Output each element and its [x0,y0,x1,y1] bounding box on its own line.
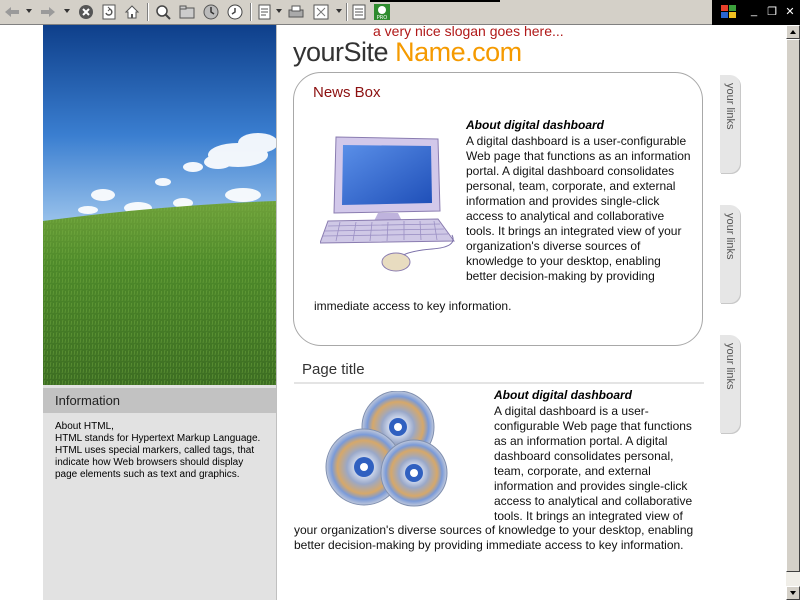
window-controls [712,0,800,25]
site-logo[interactable] [293,37,522,68]
news-article-text-tail: immediate access to key information. [314,299,512,313]
forward-dropdown-icon[interactable] [64,9,70,13]
folder-icon[interactable] [178,3,196,21]
cd-disc [381,440,447,506]
page-article-text-tail: your organization's diverse sources of knowledge to your desktop, enabling better decision-making by providing immediate access to key information. [294,523,694,552]
search-icon[interactable] [154,3,172,21]
scroll-up-button[interactable] [786,25,800,39]
svg-text:PRO: PRO [376,15,388,21]
home-icon[interactable] [124,3,140,21]
edit-icon[interactable] [257,3,273,21]
side-tab-label: your links [724,343,736,390]
logo-part-2: Name.com [388,37,522,67]
edit-dropdown-icon[interactable] [276,9,282,13]
toolbar-separator [147,3,149,21]
logo-part-1: yourSite [293,37,389,67]
info-body [55,421,267,481]
back-icon[interactable] [4,3,20,21]
arrow-down-icon [790,591,796,595]
info-bar [43,388,276,413]
news-box-title: News Box [313,84,381,101]
page-icon[interactable] [351,3,367,21]
print-icon[interactable] [288,3,304,21]
view-icon[interactable] [313,3,329,21]
page-title: Page title [302,361,365,378]
news-article-heading: About digital dashboard [466,118,604,132]
toolbar-separator [250,3,252,21]
browser-toolbar [0,0,712,25]
sidebar [43,25,277,600]
minimize-icon[interactable]: _ [750,5,758,17]
landscape-photo [43,25,276,385]
side-tab-label: your links [724,213,736,260]
news-box [293,72,703,346]
page-article-text: A digital dashboard is a user-configurable Web page that functions as an information portal. A digital dashboard consolidates personal, team, corporate, and external information and provides single-click access to analytical and collaborative tools. It brings an integrated view of [494,404,693,523]
side-tab-links-2[interactable] [720,205,740,303]
vertical-scrollbar[interactable] [786,25,800,600]
page-article-heading: About digital dashboard [494,388,632,402]
side-tab-links-1[interactable] [720,75,740,173]
view-dropdown-icon[interactable] [336,9,342,13]
arrow-up-icon [790,30,796,34]
scroll-down-button[interactable] [786,586,800,600]
back-dropdown-icon[interactable] [26,9,32,13]
clock-icon[interactable] [226,3,244,21]
extension-icon[interactable] [373,3,391,21]
info-title: Information [55,393,121,408]
history-icon[interactable] [202,3,220,21]
stop-icon[interactable] [78,3,94,21]
computer-image [320,135,460,275]
side-tab-label: your links [724,83,736,130]
site-slogan: a very nice slogan goes here... [373,23,564,39]
refresh-icon[interactable] [101,3,117,21]
toolbar-separator [346,3,348,21]
forward-icon[interactable] [40,3,56,21]
side-tab-links-3[interactable] [720,335,740,433]
news-article-text: A digital dashboard is a user-configurable Web page that functions as an information portal. A digital dashboard consolidates personal, team, corporate, and external information and provides single-click access to analytical and collaborative tools. It brings an integrated view of your organization's diverse sources of knowledge to your desktop, enabling better decision-making by providing [466,134,691,283]
left-gutter [0,25,43,600]
title-divider [294,382,704,384]
restore-icon[interactable]: ❐ [767,5,777,18]
info-text: About HTML, HTML stands for Hypertext Markup Language. HTML uses special markers, called tags, that indicate how Web browsers should display page elements such as text and graphics. [55,421,261,480]
toolbar-edge [370,0,500,2]
windows-logo-icon [720,4,738,20]
cd-discs-image [320,391,460,511]
close-icon[interactable]: ✕ [785,5,795,18]
scroll-thumb[interactable] [786,39,800,572]
